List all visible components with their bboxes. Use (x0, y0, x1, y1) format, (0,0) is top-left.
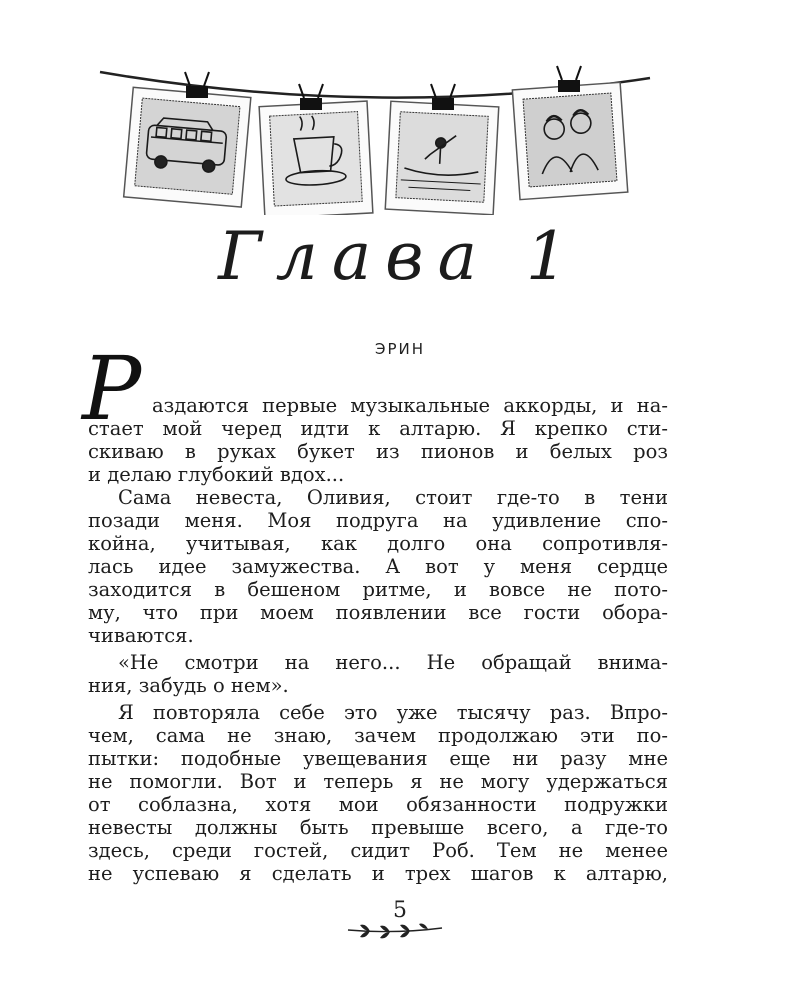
photo-teacup (259, 101, 373, 215)
page-number: 5 (393, 898, 407, 923)
text-line: му, что при моем появлении все гости обора- (88, 601, 668, 624)
text-line: заходится в бешеном ритме, и вовсе не пото- (88, 578, 668, 601)
text-line: пытки: подобные увещевания еще ни разу мне (88, 747, 668, 770)
leaf-branch-icon (340, 918, 450, 942)
text-line: здесь, среди гостей, сидит Роб. Тем не менее (88, 839, 668, 862)
text-line: «Не смотри на него... Не обращай внима- (118, 651, 668, 674)
chapter-title: Глава 1 (218, 218, 582, 295)
photo-couple (512, 82, 627, 199)
text-line: позади меня. Моя подруга на удивление спо- (88, 509, 668, 532)
text-line: аздаются первые музыкальные аккорды, и на- (152, 394, 668, 417)
text-line: скиваю в руках букет из пионов и белых роз (88, 440, 668, 463)
text-line: невесты должны быть превыше всего, а где-то (88, 816, 668, 839)
text-line: Я повторяла себе это уже тысячу раз. Впро- (118, 701, 668, 724)
text-line: лась идее замужества. А вот у меня сердце (88, 555, 668, 578)
text-line: ния, забудь о нем». (88, 674, 289, 697)
text-line: койна, учитывая, как долго она сопротивля- (88, 532, 668, 555)
text-line: чиваются. (88, 624, 194, 647)
photo-van (124, 87, 251, 207)
text-line: от соблазна, хотя мои обязанности подружки (88, 793, 668, 816)
text-line: не помогли. Вот и теперь я не могу удержаться (88, 770, 668, 793)
header-photo-garland (0, 0, 800, 215)
narrator-name: ЭРИН (374, 340, 426, 358)
drop-cap: Р (82, 337, 142, 440)
text-line: чем, сама не знаю, зачем продолжаю эти по- (88, 724, 668, 747)
text-line: стает мой черед идти к алтарю. Я крепко сти- (88, 417, 668, 440)
photo-kayak (385, 101, 499, 215)
text-line: не успеваю я сделать и трех шагов к алтарю, (88, 862, 668, 885)
text-line: и делаю глубокий вдох... (88, 463, 345, 486)
binder-clip (557, 66, 581, 92)
text-line: Сама невеста, Оливия, стоит где-то в тени (118, 486, 668, 509)
binder-clip (299, 84, 323, 110)
